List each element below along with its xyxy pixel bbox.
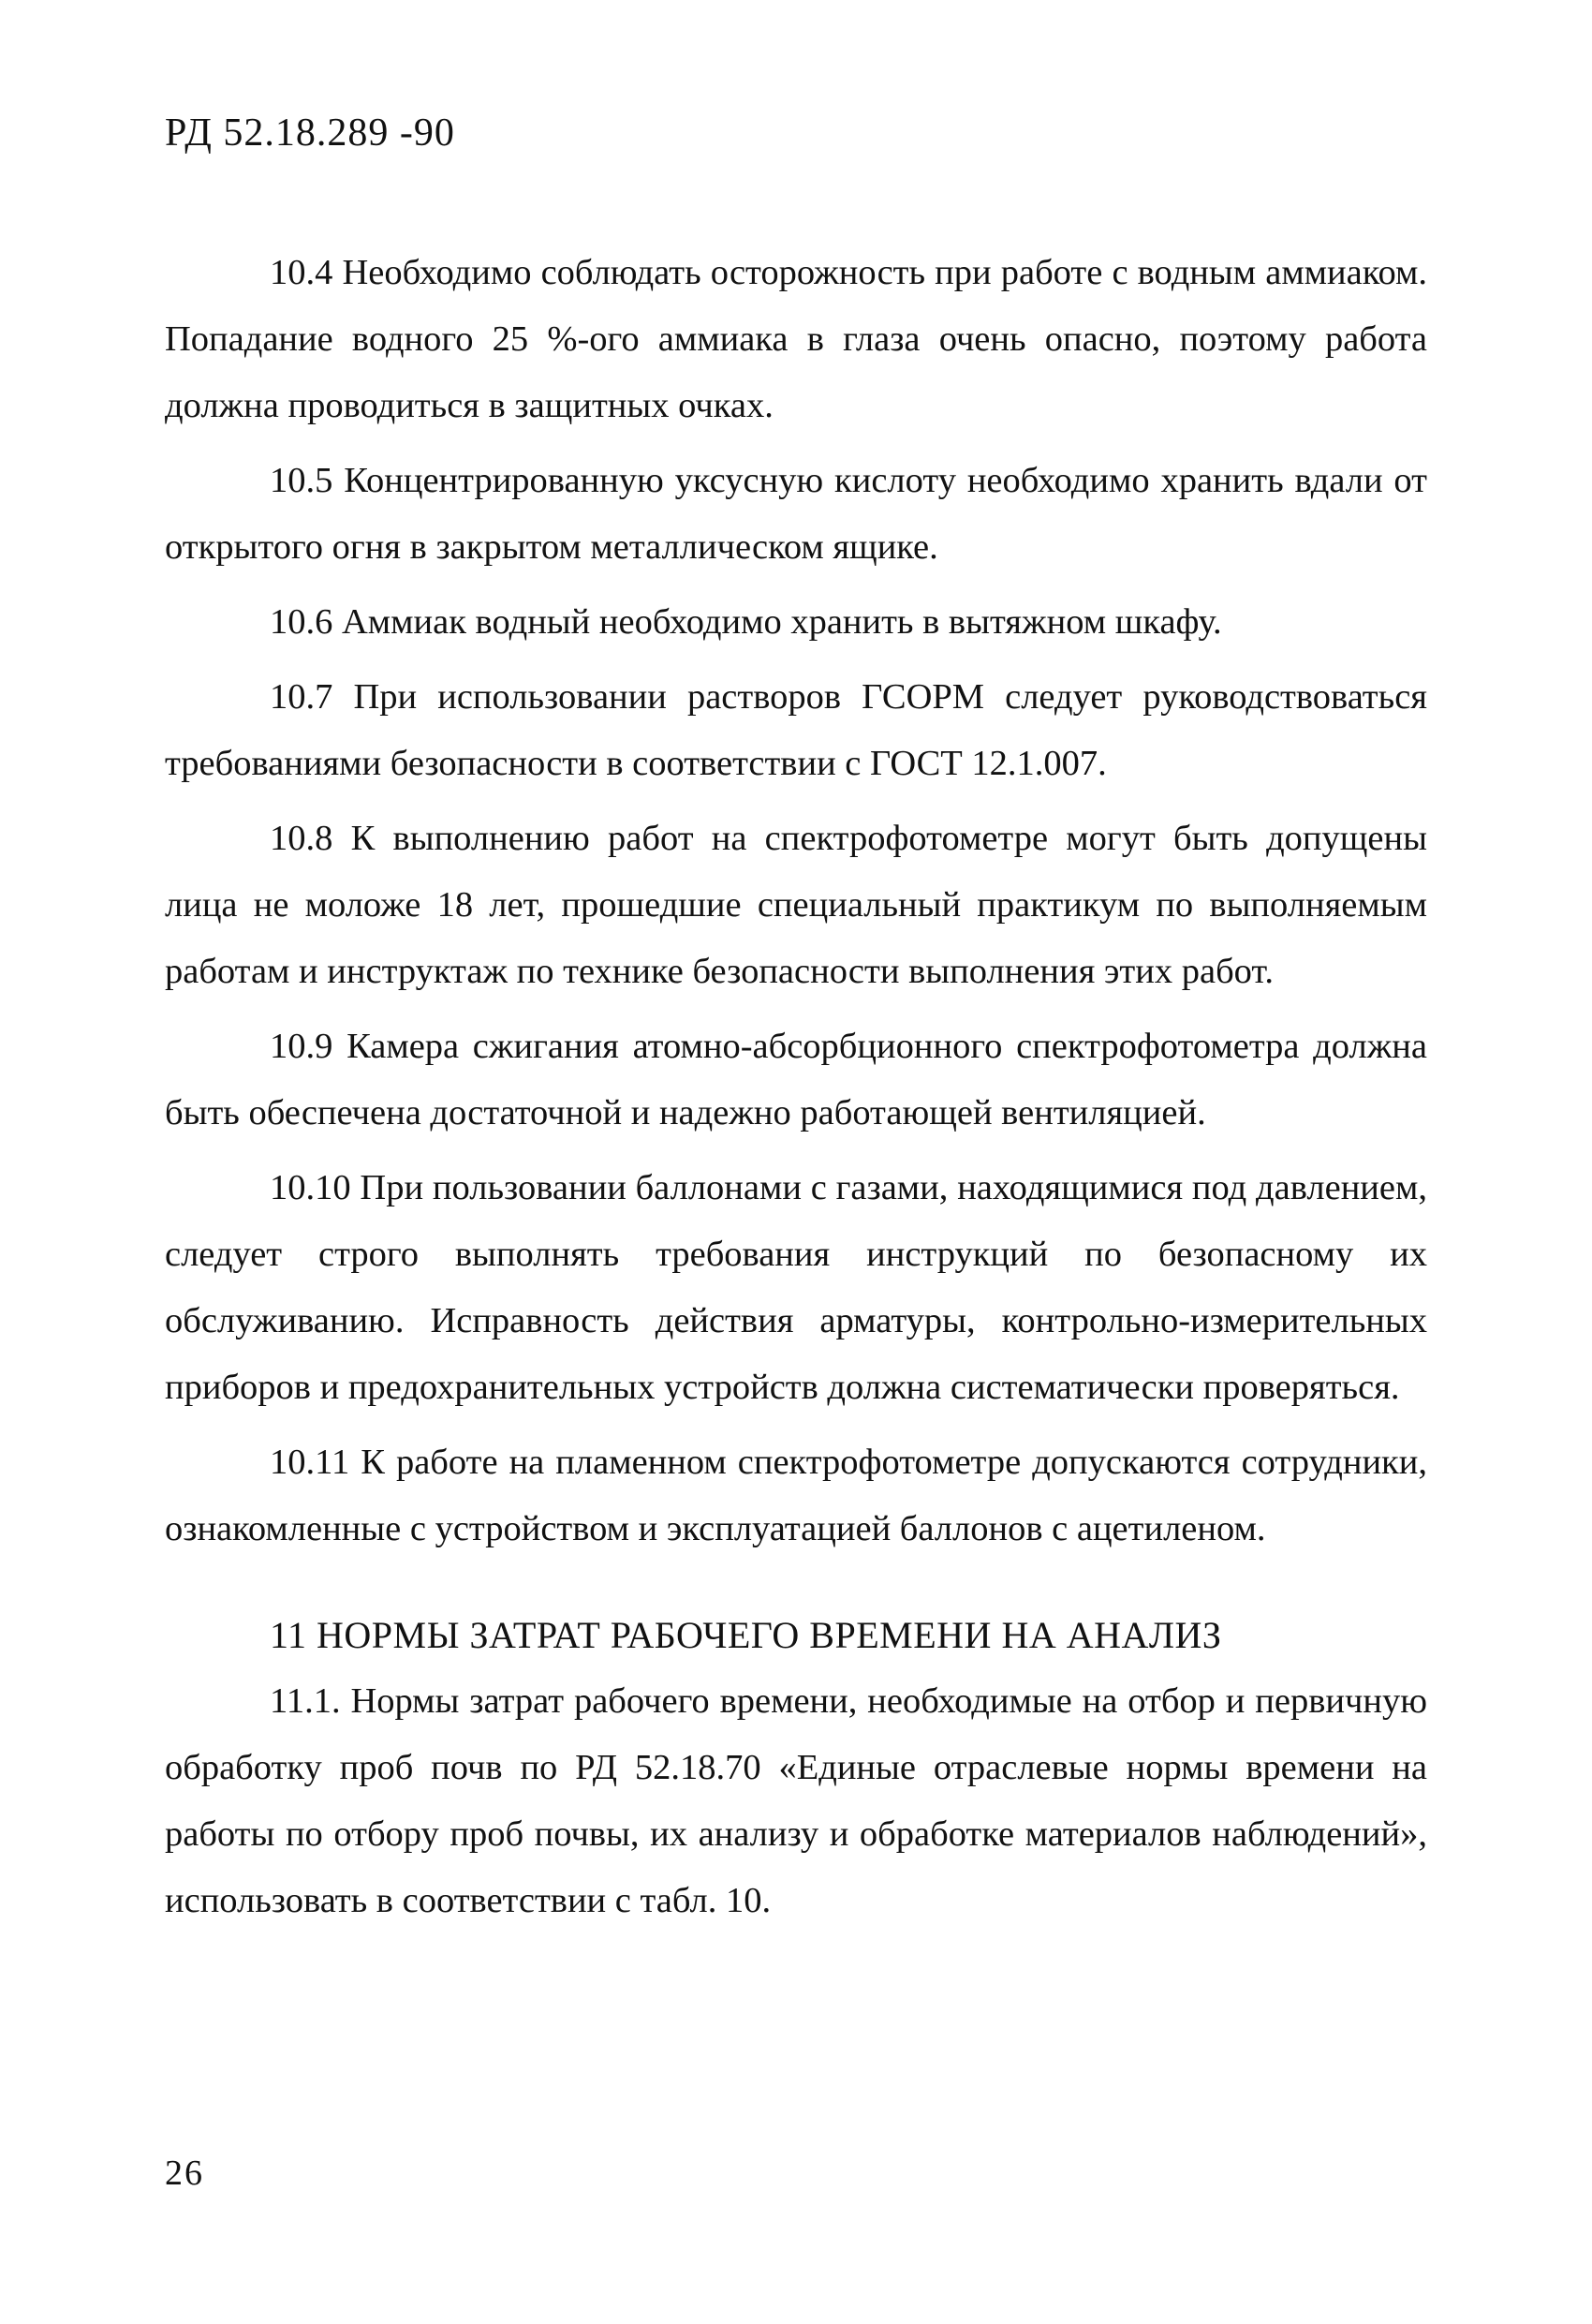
paragraph-10-6: 10.6 Аммиак водный необходимо хранить в вытяжном шкафу. — [270, 602, 1222, 642]
paragraph-11-1: 11.1. Нормы затрат рабочего времени, необходимые на отбор и первичную обработку проб почв по РД 52.18.70 «Единые отраслевые нормы времени на работы по отбору проб почвы, их анализу и обработке материалов наблюдений», использовать в соответствии с табл. 10. — [165, 1681, 1427, 1920]
page-number: 26 — [165, 2154, 204, 2193]
paragraph-10-11: 10.11 К работе на пламенном спектрофотометре допускаются сотрудники, ознакомленные с устройством и эксплуатацией баллонов с ацетиленом. — [165, 1443, 1427, 1548]
document-body — [165, 240, 1427, 1943]
paragraph-10-4: 10.4 Необходимо соблюдать осторожность при работе с водным аммиаком. Попадание водного 25 %-ого аммиака в глаза очень опасно, поэтому работа должна проводиться в защитных очках. — [165, 253, 1427, 425]
paragraph-10-10: 10.10 При пользовании баллонами с газами, находящимися под давлением, следует строго выполнять требования инструкций по безопасному их обслуживанию. Исправность действия арматуры, контрольно-измерительных приборов и предохранительных устройств должна систематически проверяться. — [165, 1168, 1427, 1407]
paragraph-10-5: 10.5 Концентрированную уксусную кислоту необходимо хранить вдали от открытого огня в закрытом металлическом ящике. — [165, 461, 1427, 567]
paragraph-10-7: 10.7 При использовании растворов ГСОРМ следует руководствоваться требованиями безопасности в соответствии с ГОСТ 12.1.007. — [165, 677, 1427, 783]
paragraph-10-9: 10.9 Камера сжигания атомно-абсорбционного спектрофотометра должна быть обеспечена достаточной и надежно работающей вентиляцией. — [165, 1027, 1427, 1132]
paragraph-10-8: 10.8 К выполнению работ на спектрофотометре могут быть допущены лица не моложе 18 лет, прошедшие специальный практикум по выполняемым работам и инструктаж по технике безопасности выполнения этих работ. — [165, 819, 1427, 991]
section-11-heading: 11 НОРМЫ ЗАТРАТ РАБОЧЕГО ВРЕМЕНИ НА АНАЛИЗ — [270, 1614, 1222, 1656]
document-code-header: РД 52.18.289 -90 — [165, 111, 455, 155]
